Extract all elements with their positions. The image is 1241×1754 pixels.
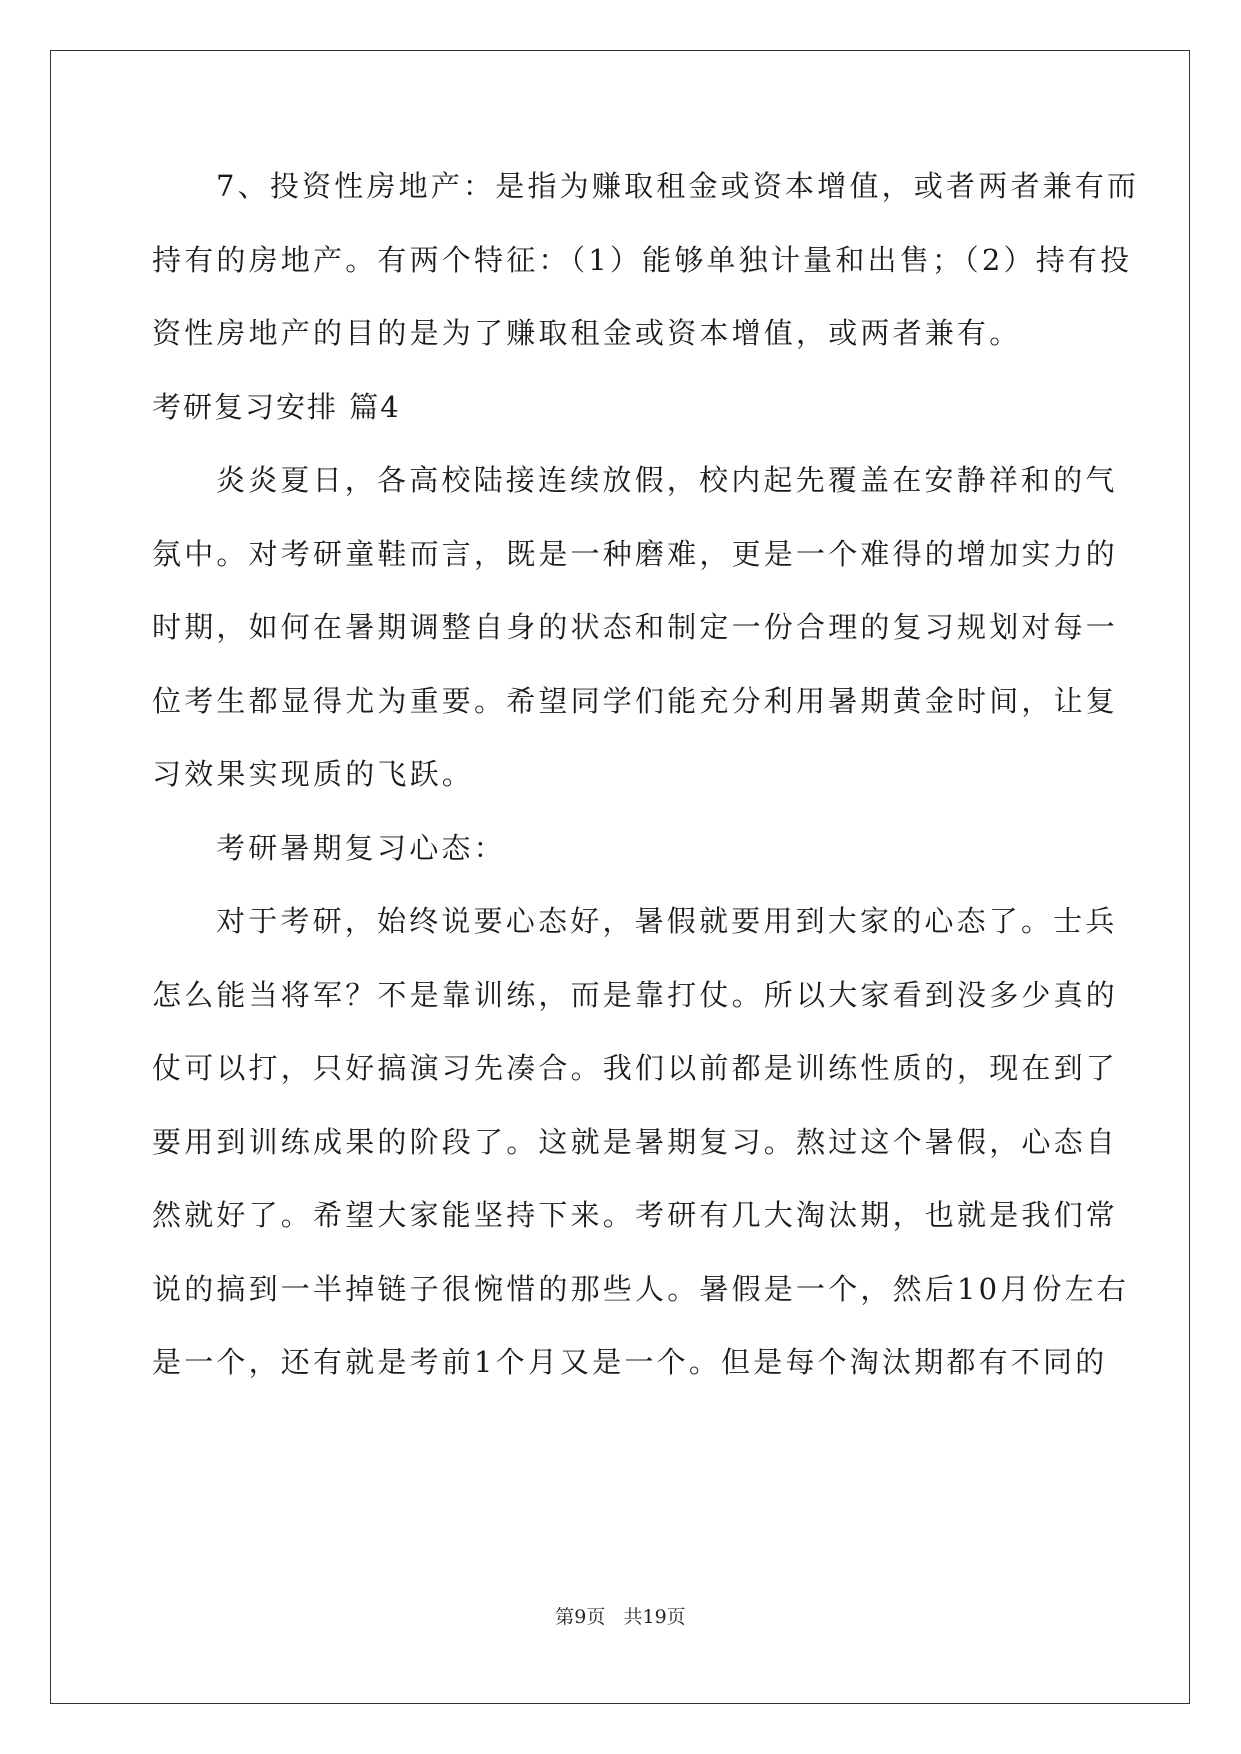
- paragraph-line: 怎么能当将军？不是靠训练，而是靠打仗。所以大家看到没多少真的: [152, 977, 1119, 1012]
- paragraph-line: 要用到训练成果的阶段了。这就是暑期复习。熬过这个暑假，心态自: [152, 1124, 1119, 1159]
- paragraph-line: 持有的房地产。有两个特征：（1）能够单独计量和出售；（2）持有投: [152, 242, 1133, 277]
- paragraph-line: 炎炎夏日，各高校陆接连续放假，校内起先覆盖在安静祥和的气: [216, 463, 1118, 497]
- paragraph-line: 仗可以打，只好搞演习先凑合。我们以前都是训练性质的，现在到了: [152, 1051, 1119, 1085]
- paragraph-line: 位考生都显得尤为重要。希望同学们能充分利用暑期黄金时间，让复: [152, 683, 1119, 718]
- paragraph-line: 说的搞到一半掉链子很惋惜的那些人。暑假是一个，然后10月份左右: [152, 1271, 1130, 1306]
- paragraph-line: 习效果实现质的飞跃。: [152, 757, 475, 791]
- page-number: 第9页 共19页: [555, 1606, 686, 1628]
- page-footer: [0, 1602, 1241, 1629]
- document-body: [152, 150, 1140, 1400]
- paragraph-line: 资性房地产的目的是为了赚取租金或资本增值，或两者兼有。: [152, 316, 1022, 350]
- paragraph-line: 7、投资性房地产：是指为赚取租金或资本增值，或者两者兼有而: [216, 169, 1140, 203]
- paragraph-line: 氛中。对考研童鞋而言，既是一种磨难，更是一个难得的增加实力的: [152, 536, 1119, 571]
- section-heading: 考研复习安排 篇4: [152, 389, 401, 424]
- paragraph-line: 时期，如何在暑期调整自身的状态和制定一份合理的复习规划对每一: [152, 610, 1119, 644]
- subheading-line: 考研暑期复习心态：: [216, 830, 506, 865]
- paragraph-line: 是一个，还有就是考前1个月又是一个。但是每个淘汰期都有不同的: [152, 1345, 1108, 1379]
- paragraph-line: 然就好了。希望大家能坚持下来。考研有几大淘汰期，也就是我们常: [152, 1198, 1119, 1232]
- paragraph-line: 对于考研，始终说要心态好，暑假就要用到大家的心态了。士兵: [216, 904, 1118, 938]
